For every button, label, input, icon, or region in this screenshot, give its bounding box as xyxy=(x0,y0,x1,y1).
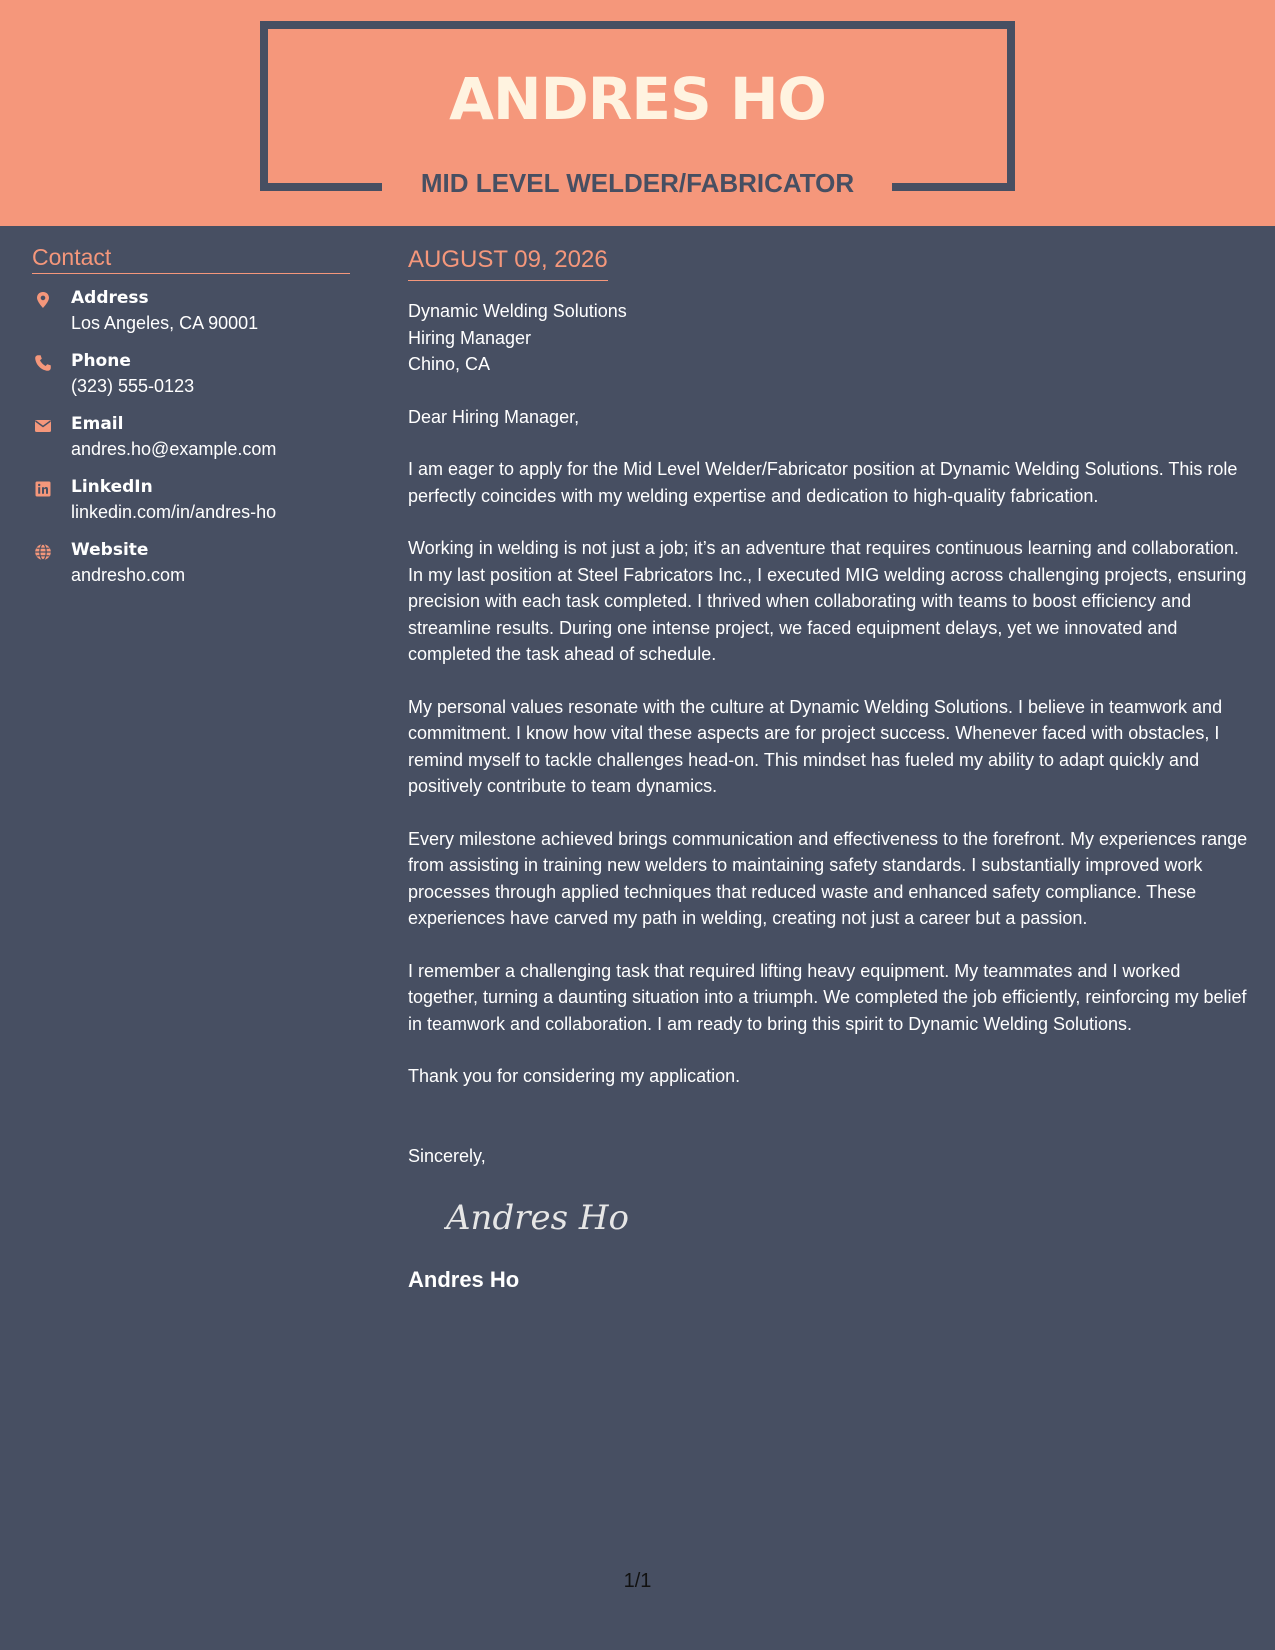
header-banner xyxy=(0,0,1275,226)
salutation: Dear Hiring Manager, xyxy=(408,406,580,427)
body-paragraph: Working in welding is not just a job; it’s an adventure that requires continuous learning and collaboration. In my last position at Steel Fabricators Inc., I executed MIG welding across challenging projects, ensuring precision with each task completed. I thrived when collaborating with teams to boost efficiency and streamline results. During one intense project, we faced equipment delays, yet we innovated and completed the task ahead of schedule. xyxy=(408,538,1247,664)
body-paragraph: My personal values resonate with the culture at Dynamic Welding Solutions. I believe in teamwork and commitment. I know how vital these aspects are for project success. Whenever faced with obstacles, I remind myself to tackle challenges head-on. This mindset has fueled my ability to adapt quickly and positively contribute to team dynamics. xyxy=(408,696,1223,796)
contact-address xyxy=(32,286,350,349)
letter-body xyxy=(408,244,1248,1295)
handwritten-signature xyxy=(444,1189,644,1245)
location-pin-icon xyxy=(34,291,52,309)
envelope-icon xyxy=(34,417,52,435)
phone-icon xyxy=(34,354,52,372)
contact-value: andres.ho@example.com xyxy=(71,439,277,459)
signature-text: Andres Ho xyxy=(446,1198,629,1238)
recipient-location: Chino, CA xyxy=(408,354,491,374)
contact-value: andresho.com xyxy=(71,565,186,585)
contact-email xyxy=(32,412,350,475)
applicant-name: ANDRES HO xyxy=(449,65,826,133)
contact-phone xyxy=(32,349,350,412)
recipient-title: Hiring Manager xyxy=(408,327,532,348)
contact-label: Phone xyxy=(71,351,131,371)
linkedin-icon xyxy=(34,480,52,498)
closing-line: Sincerely, xyxy=(408,1145,486,1166)
thanks-line: Thank you for considering my application. xyxy=(408,1066,741,1086)
page-number: 1/1 xyxy=(623,1570,652,1592)
globe-icon xyxy=(34,543,52,561)
contact-website xyxy=(32,538,350,601)
contact-value: linkedin.com/in/andres-ho xyxy=(71,502,277,522)
contact-sidebar xyxy=(32,242,350,601)
contact-linkedin xyxy=(32,475,350,538)
recipient-company: Dynamic Welding Solutions xyxy=(408,301,627,321)
body-paragraph: Every milestone achieved brings communication and effectiveness to the forefront. My experiences range from assisting in training new welders to maintaining safety standards. I substantially improved work processes through applied techniques that reduced waste and enhanced safety compliance. These experiences have carved my path in welding, creating not just a career but a passion. xyxy=(408,828,1248,928)
contact-label: Email xyxy=(71,414,124,434)
contact-label: Website xyxy=(71,540,149,560)
letter-date: AUGUST 09, 2026 xyxy=(408,244,608,281)
contact-value: (323) 555-0123 xyxy=(71,376,195,396)
contact-label: LinkedIn xyxy=(71,477,153,497)
signed-name: Andres Ho xyxy=(408,1267,520,1292)
contact-label: Address xyxy=(71,288,149,308)
body-paragraph: I remember a challenging task that required lifting heavy equipment. My teammates and I worked together, turning a daunting situation into a triumph. We completed the job efficiently, reinforcing my belief in teamwork and collaboration. I am ready to bring this spirit to Dynamic Welding Solutions. xyxy=(408,960,1247,1034)
job-title: MID LEVEL WELDER/FABRICATOR xyxy=(420,168,855,198)
contact-heading: Contact xyxy=(32,242,350,274)
body-paragraph: I am eager to apply for the Mid Level Welder/Fabricator position at Dynamic Welding Solutions. This role perfectly coincides with my welding expertise and dedication to high-quality fabrication. xyxy=(408,459,1238,506)
recipient-block xyxy=(408,298,1248,378)
contact-value: Los Angeles, CA 90001 xyxy=(71,313,259,333)
